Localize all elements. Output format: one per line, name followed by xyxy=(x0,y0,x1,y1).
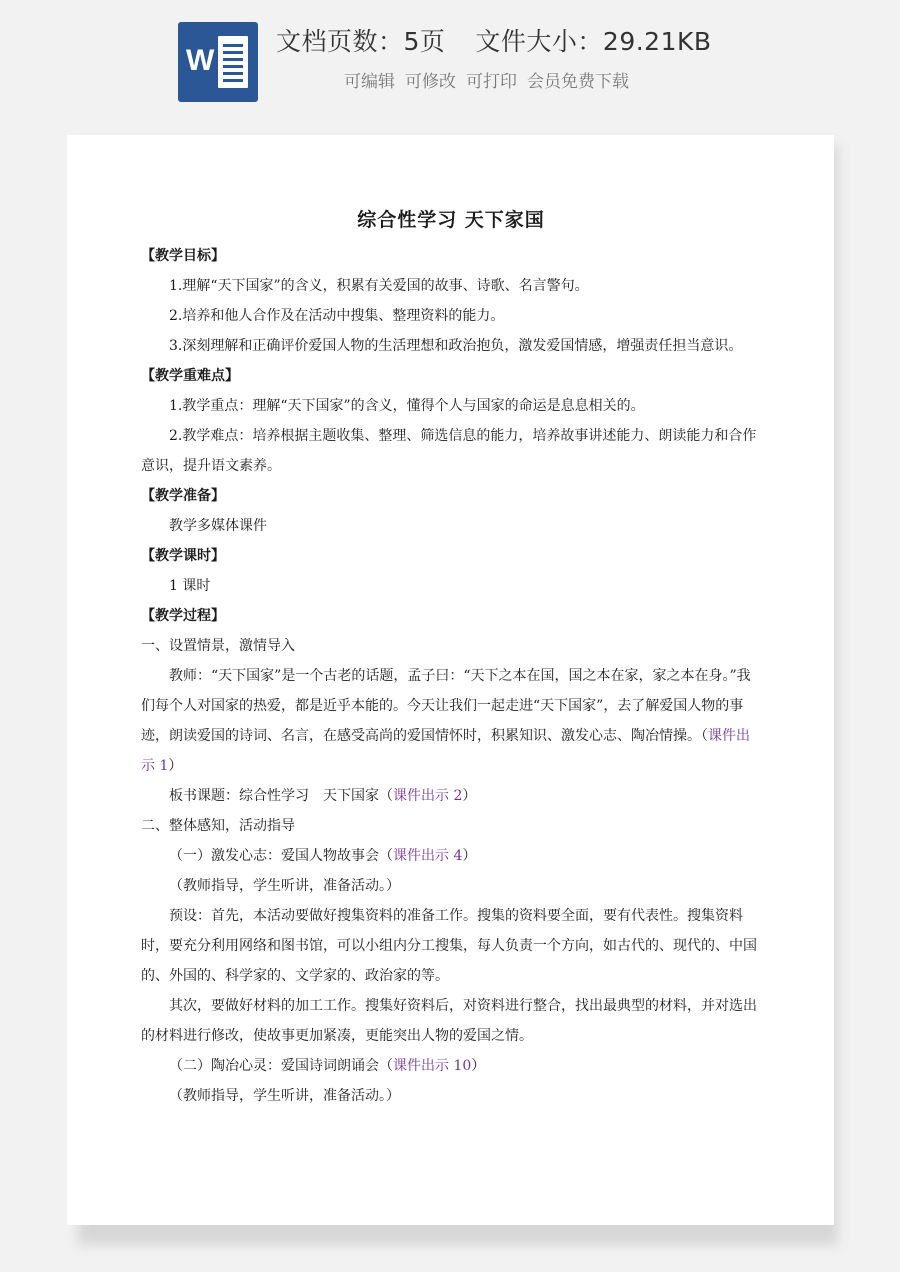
word-icon-letter: W xyxy=(186,44,215,77)
step-heading: 一、设置情景，激情导入 xyxy=(141,638,295,654)
board-title-paragraph: 板书课题：综合性学习 天下国家（课件出示 2） xyxy=(169,788,477,804)
feature-list xyxy=(344,67,639,92)
word-icon xyxy=(178,22,258,102)
preparation-text: 教学多媒体课件 xyxy=(169,518,267,534)
feature-printable: 可打印 xyxy=(466,72,517,92)
section-heading-goals: 【教学目标】 xyxy=(141,248,225,264)
feature-member-download: 会员免费下载 xyxy=(527,72,629,92)
document-page xyxy=(67,135,834,1225)
document-info-header xyxy=(0,0,900,120)
section-heading-hours: 【教学课时】 xyxy=(141,548,225,564)
section-heading-process: 【教学过程】 xyxy=(141,608,225,624)
courseware-reference: 课件出示 1 xyxy=(141,728,750,774)
goal-item: 2.培养和他人合作及在活动中搜集、整理资料的能力。 xyxy=(169,308,505,324)
page-count: 文档页数：5页 xyxy=(276,27,446,56)
document-body xyxy=(141,205,761,1111)
courseware-reference: 课件出示 4 xyxy=(393,848,463,864)
document-title: 综合性学习 天下家国 xyxy=(357,209,545,231)
courseware-reference: 课件出示 10 xyxy=(393,1058,472,1074)
goal-item: 1.理解“天下国家”的含义，积累有关爱国的故事、诗歌、名言警句。 xyxy=(169,278,589,294)
hours-text: 1 课时 xyxy=(169,578,211,594)
step1-paragraph: 教师：“天下国家”是一个古老的话题，孟子曰：“天下之本在国，国之本在家，家之本在身。”我们每个人对国家的热爱，都是近乎本能的。今天让我们一起走进“天下国家”，去了解爱国人物的事迹，朗读爱国的诗词、名言，在感受高尚的爱国情怀时，积累知识、激发心志、陶冶情操。（课件出示 1） xyxy=(141,668,751,774)
step-heading: 二、整体感知，活动指导 xyxy=(141,818,295,834)
feature-editable: 可编辑 xyxy=(344,72,395,92)
key-point-item: 2.教学难点：培养根据主题收集、整理、筛选信息的能力，培养故事讲述能力、朗读能力和合作意识，提升语文素养。 xyxy=(141,428,757,474)
section-heading-key-points: 【教学重难点】 xyxy=(141,368,239,384)
preset-paragraph: 预设：首先，本活动要做好搜集资料的准备工作。搜集的资料要全面，要有代表性。搜集资料时，要充分利用网络和图书馆，可以小组内分工搜集，每人负责一个方向，如古代的、现代的、中国的、外国的、科学家的、文学家的、政治家的等。 xyxy=(141,908,757,984)
activity-note: （教师指导，学生听讲，准备活动。） xyxy=(169,878,400,894)
activity-heading: （一）激发心志：爱国人物故事会（课件出示 4） xyxy=(169,848,477,864)
goal-item: 3.深刻理解和正确评价爱国人物的生活理想和政治抱负，激发爱国情感，增强责任担当意识。 xyxy=(169,338,743,354)
next-paragraph: 其次，要做好材料的加工工作。搜集好资料后，对资料进行整合，找出最典型的材料，并对选出的材料进行修改，使故事更加紧凑，更能突出人物的爱国之情。 xyxy=(141,998,757,1044)
courseware-reference: 课件出示 2 xyxy=(393,788,463,804)
feature-modifiable: 可修改 xyxy=(405,72,456,92)
activity-note: （教师指导，学生听讲，准备活动。） xyxy=(169,1088,400,1104)
document-meta xyxy=(276,22,712,58)
section-heading-preparation: 【教学准备】 xyxy=(141,488,225,504)
activity-heading: （二）陶冶心灵：爱国诗词朗诵会（课件出示 10） xyxy=(169,1058,486,1074)
file-size: 文件大小：29.21KB xyxy=(475,27,712,56)
key-point-item: 1.教学重点：理解“天下国家”的含义，懂得个人与国家的命运是息息相关的。 xyxy=(169,398,645,414)
